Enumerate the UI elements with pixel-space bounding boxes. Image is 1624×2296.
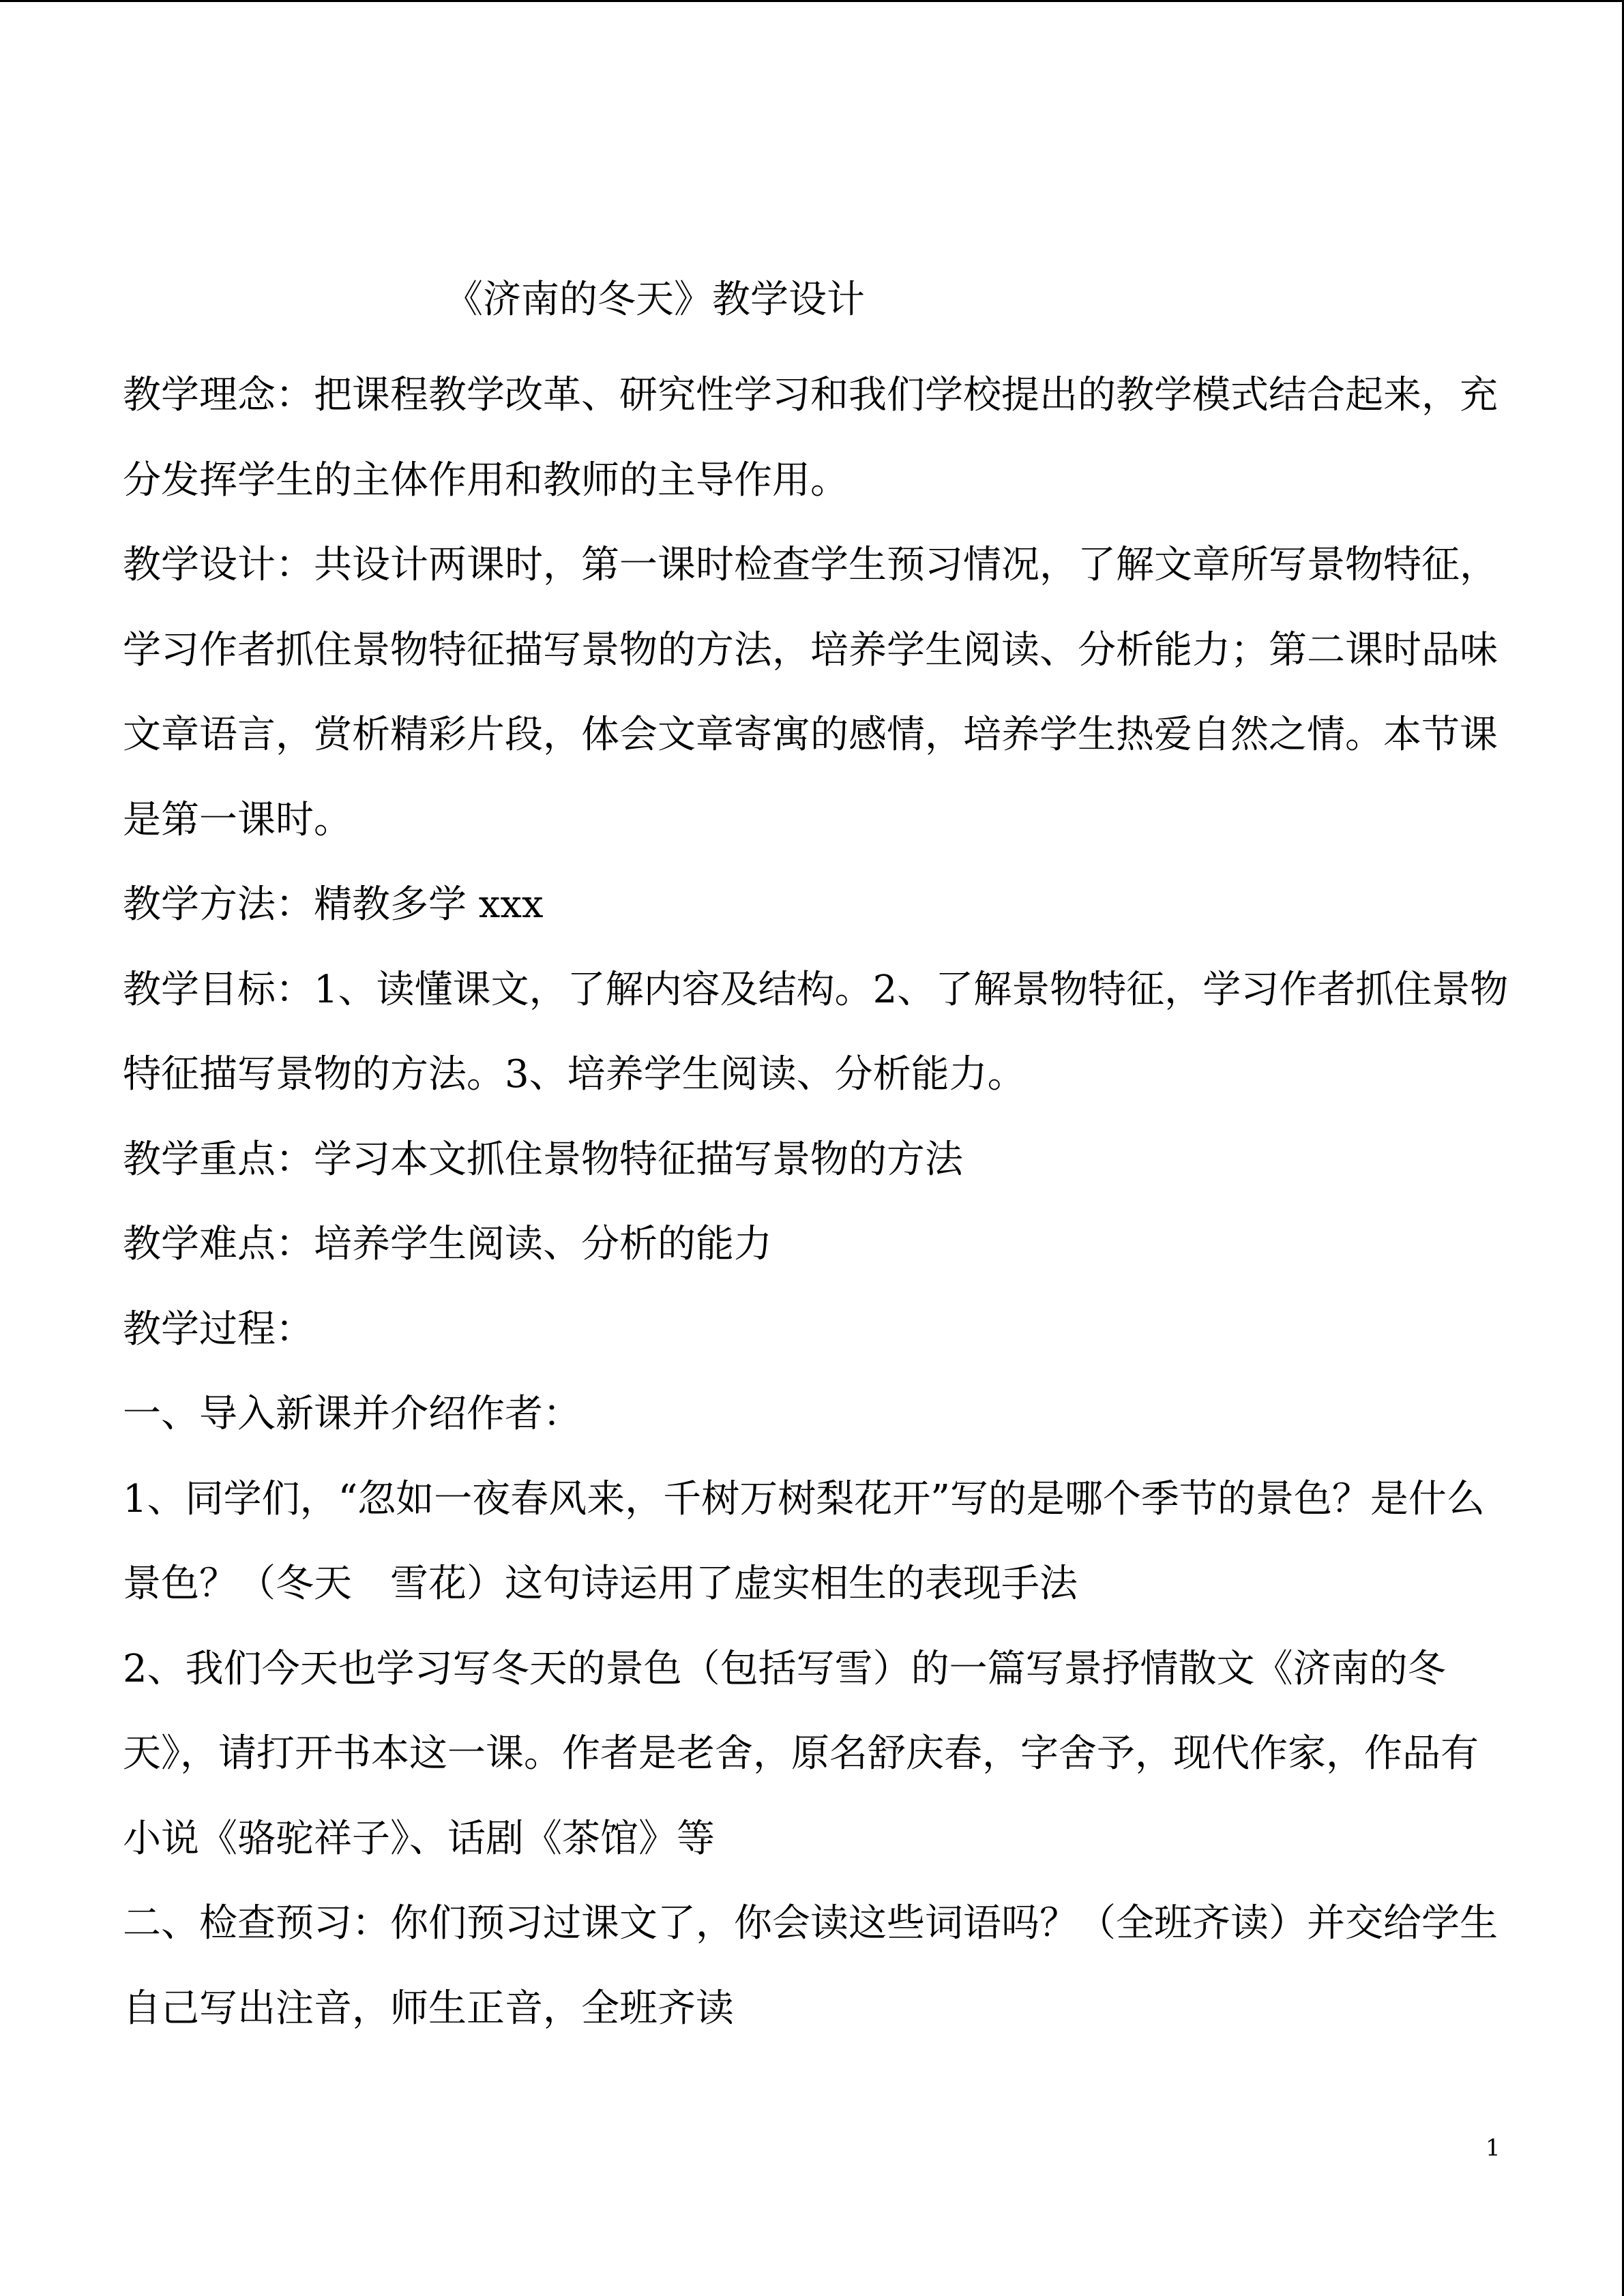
text-line: 文章语言，赏析精彩片段，体会文章寄寓的感情，培养学生热爱自然之情。本节课	[123, 713, 1498, 757]
text-line: 天》，请打开书本这一课。作者是老舍，原名舒庆春，字舍予，现代作家，作品有	[123, 1731, 1479, 1776]
text-line-process-heading: 教学过程：	[123, 1307, 314, 1352]
text-line: 学习作者抓住景物特征描写景物的方法，培养学生阅读、分析能力；第二课时品味	[123, 627, 1498, 672]
text-line-section-one: 一、导入新课并介绍作者：	[123, 1392, 581, 1436]
text-line: 分发挥学生的主体作用和教师的主导作用。	[123, 458, 848, 503]
text-line: 自己写出注音，师生正音，全班齐读	[123, 1986, 734, 2031]
text-line-item-two: 2、我们今天也学习写冬天的景色（包括写雪）的一篇写景抒情散文《济南的冬	[123, 1646, 1446, 1691]
page-number: 1	[1486, 2134, 1501, 2162]
text-line-item-one: 1、同学们，“忽如一夜春风来，千树万树梨花开”写的是哪个季节的景色？是什么	[123, 1476, 1485, 1521]
document-body	[123, 353, 1509, 2051]
text-line-key-points: 教学重点：学习本文抓住景物特征描写景物的方法	[123, 1137, 963, 1182]
page-border-top	[0, 0, 1624, 2]
text-line-teaching-design: 教学设计：共设计两课时，第一课时检查学生预习情况，了解文章所写景物特征，	[123, 543, 1498, 587]
text-line: 景色？（冬天 雪花）这句诗运用了虚实相生的表现手法	[123, 1562, 1078, 1606]
text-line: 小说《骆驼祥子》、话剧《茶馆》等	[123, 1816, 715, 1861]
text-line: 是第一课时。	[123, 797, 352, 842]
text-line-teaching-philosophy: 教学理念：把课程教学改革、研究性学习和我们学校提出的教学模式结合起来，充	[123, 373, 1498, 417]
text-line-difficulties: 教学难点：培养学生阅读、分析的能力	[123, 1222, 772, 1266]
document-title: 《济南的冬天》教学设计	[445, 278, 865, 322]
text-line: 特征描写景物的方法。3、培养学生阅读、分析能力。	[123, 1052, 1026, 1097]
text-line-section-two: 二、检查预习：你们预习过课文了，你会读这些词语吗？（全班齐读）并交给学生	[123, 1901, 1498, 1945]
text-line-teaching-goals: 教学目标：1、读懂课文，了解内容及结构。2、了解景物特征，学习作者抓住景物	[123, 967, 1509, 1012]
text-line-teaching-method: 教学方法：精教多学 xxx	[123, 882, 544, 927]
